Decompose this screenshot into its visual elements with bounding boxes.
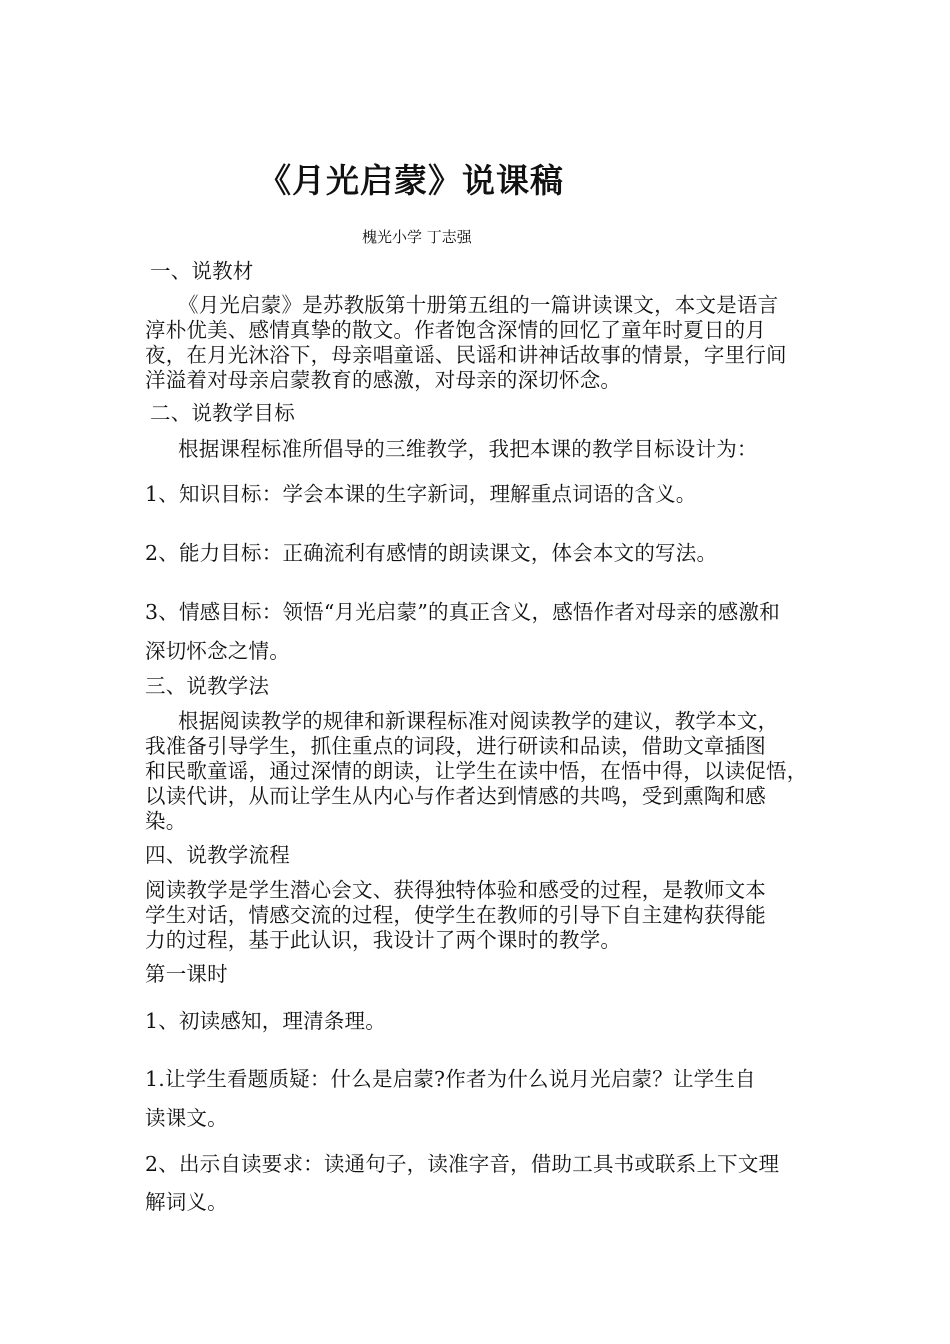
section-heading-methods: 三、说教学法 — [145, 674, 270, 698]
paragraph-line: 夜，在月光沐浴下，母亲唱童谣、民谣和讲神话故事的情景，字里行间 — [145, 343, 787, 367]
goal-emotion-cont: 深切怀念之情。 — [145, 639, 290, 663]
author-line: 槐光小学 丁志强 — [362, 228, 472, 246]
paragraph-line: 阅读教学是学生潜心会文、获得独特体验和感受的过程，是教师文本 — [145, 878, 766, 902]
step-item: 1、初读感知，理清条理。 — [145, 1009, 386, 1033]
paragraph-line: 力的过程，基于此认识，我设计了两个课时的教学。 — [145, 928, 622, 952]
document-title: 《月光启蒙》说课稿 — [258, 161, 564, 200]
lesson-heading: 第一课时 — [145, 962, 228, 986]
paragraph-line: 根据课程标准所倡导的三维教学，我把本课的教学目标设计为： — [178, 437, 758, 461]
paragraph-line: 以读代讲，从而让学生从内心与作者达到情感的共鸣，受到熏陶和感 — [145, 784, 766, 808]
section-heading-process: 四、说教学流程 — [145, 843, 290, 867]
goal-knowledge: 1、知识目标：学会本课的生字新词，理解重点词语的含义。 — [145, 482, 697, 506]
paragraph-line: 《月光启蒙》是苏教版第十册第五组的一篇讲读课文，本文是语言 — [178, 293, 779, 317]
paragraph-line: 根据阅读教学的规律和新课程标准对阅读教学的建议，教学本文， — [178, 709, 779, 733]
paragraph-line: 染。 — [145, 809, 187, 833]
step-item-cont: 读课文。 — [145, 1106, 228, 1130]
paragraph-line: 学生对话，情感交流的过程，使学生在教师的引导下自主建构获得能 — [145, 903, 766, 927]
section-heading-materials: 一、说教材 — [150, 259, 254, 283]
paragraph-line: 和民歌童谣，通过深情的朗读，让学生在读中悟，在悟中得，以读促悟， — [145, 759, 808, 783]
paragraph-line: 淳朴优美、感情真挚的散文。作者饱含深情的回忆了童年时夏日的月 — [145, 318, 766, 342]
step-item-cont: 解词义。 — [145, 1190, 228, 1214]
step-item: 2、出示自读要求：读通句子，读准字音，借助工具书或联系上下文理 — [145, 1152, 780, 1176]
goal-emotion: 3、情感目标：领悟“月光启蒙”的真正含义，感悟作者对母亲的感激和 — [145, 600, 780, 624]
paragraph-line: 我准备引导学生，抓住重点的词段，进行研读和品读，借助文章插图 — [145, 734, 766, 758]
step-item: 1.让学生看题质疑：什么是启蒙?作者为什么说月光启蒙？让学生自 — [145, 1067, 756, 1091]
goal-ability: 2、能力目标：正确流利有感情的朗读课文，体会本文的写法。 — [145, 541, 718, 565]
paragraph-line: 洋溢着对母亲启蒙教育的感激，对母亲的深切怀念。 — [145, 368, 622, 392]
section-heading-objectives: 二、说教学目标 — [150, 401, 295, 425]
